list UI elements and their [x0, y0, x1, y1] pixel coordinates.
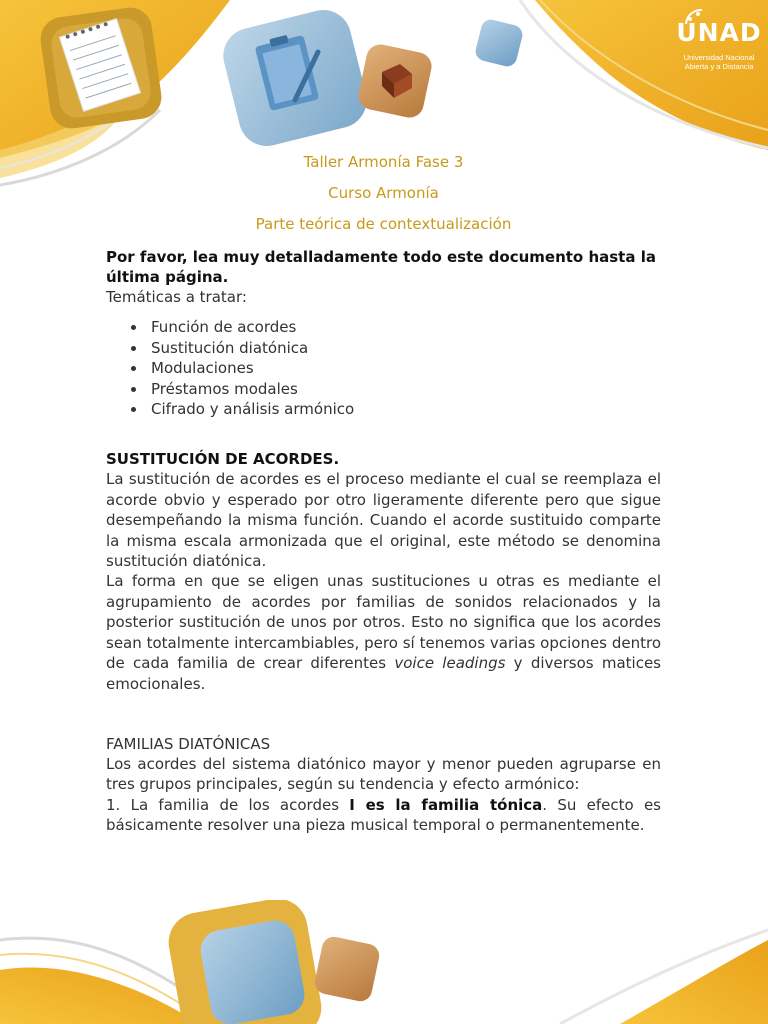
- footer-decoration: [0, 900, 768, 1024]
- footer-artwork: [0, 900, 768, 1024]
- paragraph-substitution: La sustitución de acordes es el proceso mediante el cual se reemplaza el acorde obvio y esperado por otro ligeramente diferente pero que sigue desempeñando la misma función. Cuando el acorde sustituido comparte la misma escala armonizada que el original, este método se denomina sustitución diatónica.: [106, 470, 661, 571]
- logo-tagline-1: Universidad Nacional: [683, 53, 755, 62]
- list-item: Modulaciones: [151, 358, 661, 378]
- list-item: Sustitución diatónica: [151, 338, 661, 358]
- list-item: Cifrado y análisis armónico: [151, 399, 661, 419]
- list-item: Préstamos modales: [151, 379, 661, 399]
- paragraph-families-choice: [106, 571, 661, 693]
- section-heading: SUSTITUCIÓN DE ACORDES.: [106, 450, 340, 469]
- logo-wordmark: UNAD: [676, 18, 762, 47]
- bottom-blue-tile: [198, 917, 308, 1024]
- document-title: Taller Armonía Fase 3: [303, 153, 464, 171]
- logo-tagline-2: Abierta y a Distancia: [684, 62, 754, 71]
- notepad-tile: [38, 5, 164, 131]
- paragraph-text: y diversos matices emocionales.: [106, 654, 661, 693]
- paragraph-diatonic-groups: Los acordes del sistema diatónico mayor y menor pueden agruparse en tres grupos principales, según su tendencia y efecto armónico:: [106, 754, 661, 794]
- topics-list: [106, 317, 661, 419]
- paragraph-text: La forma en que se eligen unas sustituciones u otras es mediante el agrupamiento de acordes por familias de sonidos relacionados y la posterior sustitución de unos por otros. Esto no significa que los acordes sean totalmente intercambiables, pero sí tenemos varias opciones dentro de cada familia de crear diferentes: [106, 572, 661, 673]
- paragraph-tonic-family: [106, 795, 661, 836]
- document-body: [106, 150, 661, 836]
- clipboard-tile: [217, 4, 372, 152]
- families-heading: FAMILIAS DIATÓNICAS: [106, 734, 271, 753]
- course-name: Curso Armonía: [328, 184, 439, 202]
- intro-notice: Por favor, lea muy detalladamente todo este documento hasta la última página.: [106, 248, 656, 286]
- bold-term: I es la familia tónica: [349, 795, 543, 814]
- book-tile: [356, 42, 434, 120]
- list-item: Función de acordes: [151, 317, 661, 337]
- paragraph-text: 1. La familia de los acordes: [106, 795, 350, 814]
- italic-term: voice leadings: [394, 654, 506, 673]
- themes-label: Temáticas a tratar:: [106, 288, 247, 306]
- document-subtitle: Parte teórica de contextualización: [255, 215, 512, 233]
- paragraph-text: . Su efecto es básicamente resolver una pieza musical temporal o permanentemente.: [106, 795, 661, 835]
- unad-logo: [674, 6, 764, 72]
- bottom-brown-tile: [313, 935, 382, 1004]
- small-blue-tile: [474, 18, 525, 69]
